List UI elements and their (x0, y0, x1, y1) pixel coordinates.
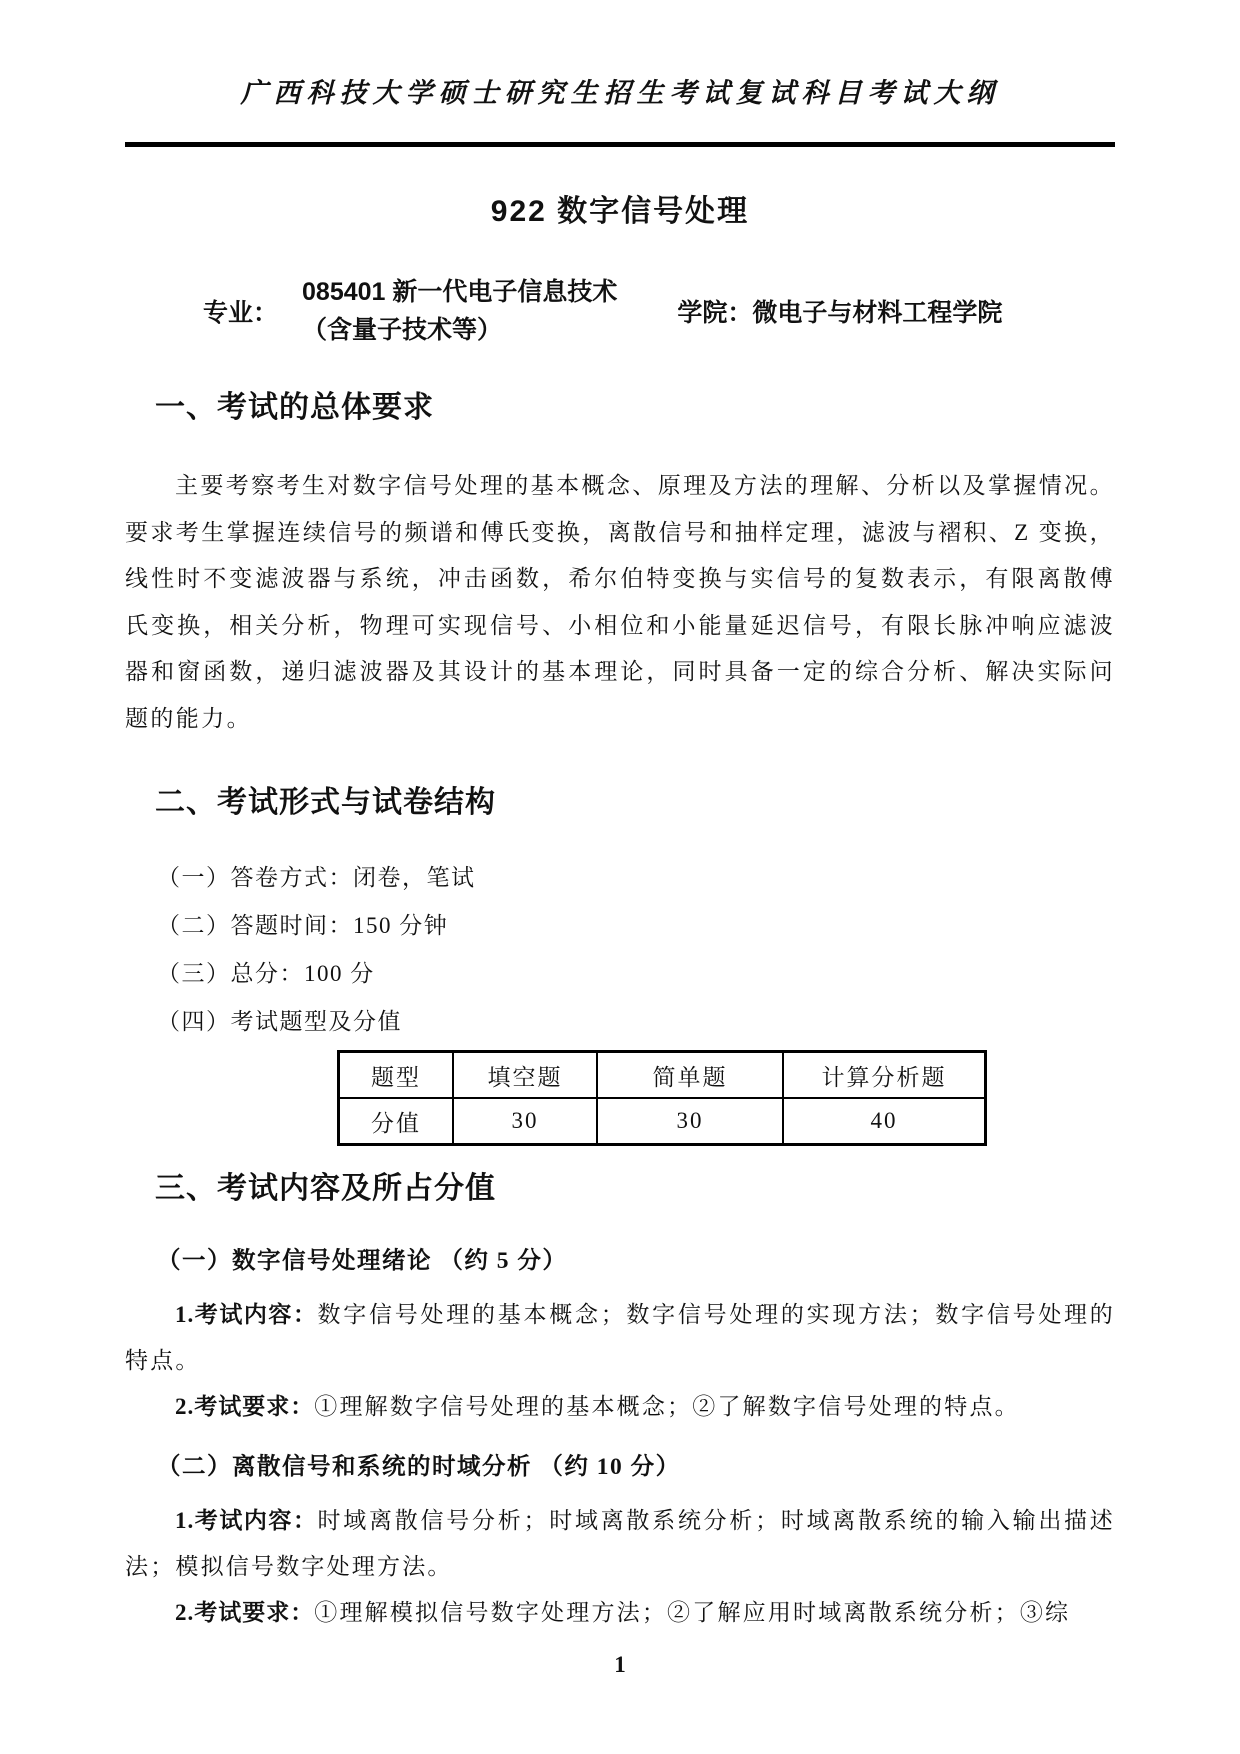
topic2-content-text: 时域离散信号分析；时域离散系统分析；时域离散系统的输入输出描述法；模拟信号数字处理方法。 (125, 1508, 1116, 1579)
cell-score-3: 40 (783, 1098, 986, 1145)
exam-format-list (157, 854, 1115, 1046)
topic1-requirement-text: ①理解数字信号处理的基本概念；②了解数字信号处理的特点。 (314, 1394, 1020, 1419)
cell-score-label: 分值 (339, 1098, 454, 1145)
topic-block-2 (125, 1452, 1115, 1636)
section1-heading: 一、考试的总体要求 (155, 391, 434, 424)
exam-title: 922 数字信号处理 (490, 195, 750, 228)
header-divider (125, 142, 1115, 147)
major-label: 专业： (203, 299, 279, 327)
cell-calc-analysis: 计算分析题 (783, 1052, 986, 1099)
list-item-question-types: （四）考试题型及分值 (157, 1009, 402, 1034)
cell-type-label: 题型 (339, 1052, 454, 1099)
topic1-title: （一）数字信号处理绪论 （约 5 分） (157, 1248, 568, 1274)
topic2-requirement (125, 1590, 1115, 1636)
score-table (337, 1050, 987, 1146)
topic1-content-text: 数字信号处理的基本概念；数字信号处理的实现方法；数字信号处理的特点。 (125, 1302, 1116, 1373)
cell-short-question: 简单题 (597, 1052, 783, 1099)
list-item-total-score: （三）总分：100 分 (157, 961, 375, 986)
college-line: 学院：微电子与材料工程学院 (677, 299, 1003, 327)
topic1-requirement-label: 2.考试要求： (175, 1394, 315, 1419)
cell-score-1: 30 (453, 1098, 597, 1145)
topic2-requirement-text: ①理解模拟信号数字处理方法；②了解应用时域离散系统分析；③综 (314, 1600, 1071, 1625)
list-item-duration: （二）答题时间：150 分钟 (157, 913, 449, 938)
topic2-content (125, 1498, 1115, 1590)
table-row-types (339, 1052, 986, 1099)
topic2-title: （二）离散信号和系统的时域分析 （约 10 分） (157, 1454, 681, 1480)
topic2-content-label: 1.考试内容： (175, 1508, 318, 1533)
section2-heading: 二、考试形式与试卷结构 (155, 786, 496, 819)
topic1-content-label: 1.考试内容： (175, 1302, 318, 1327)
topic1-requirement (125, 1384, 1115, 1430)
major-code-line: 085401 新一代电子信息技术 (302, 278, 618, 306)
page-number: 1 (614, 1652, 626, 1677)
major-note-line: （含量子技术等） (302, 316, 503, 344)
major-college-row (203, 273, 1115, 349)
section1-paragraph: 主要考察考生对数字信号处理的基本概念、原理及方法的理解、分析以及掌握情况。要求考生掌握连续信号的频谱和傅氏变换，离散信号和抽样定理，滤波与褶积、Z 变换，线性时不变滤波器与系统，冲击函数，希尔伯特变换与实信号的复数表示，有限离散傅氏变换，相关分析，物理可实现信号、小相位和小能量延迟信号，有限长脉冲响应滤波器和窗函数，递归滤波器及其设计的基本理论，同时具备一定的综合分析、解决实际问题的能力。 (125, 473, 1115, 731)
major-value (302, 273, 617, 349)
topic-block-1 (125, 1246, 1115, 1430)
section3-heading: 三、考试内容及所占分值 (155, 1172, 496, 1205)
topic2-requirement-label: 2.考试要求： (175, 1600, 315, 1625)
table-row-scores (339, 1098, 986, 1145)
document-header: 广西科技大学硕士研究生招生考试复试科目考试大纲 (240, 78, 1000, 108)
topic1-content (125, 1292, 1115, 1384)
cell-fill-blank: 填空题 (453, 1052, 597, 1099)
list-item-answer-mode: （一）答卷方式：闭卷，笔试 (157, 865, 476, 890)
cell-score-2: 30 (597, 1098, 783, 1145)
